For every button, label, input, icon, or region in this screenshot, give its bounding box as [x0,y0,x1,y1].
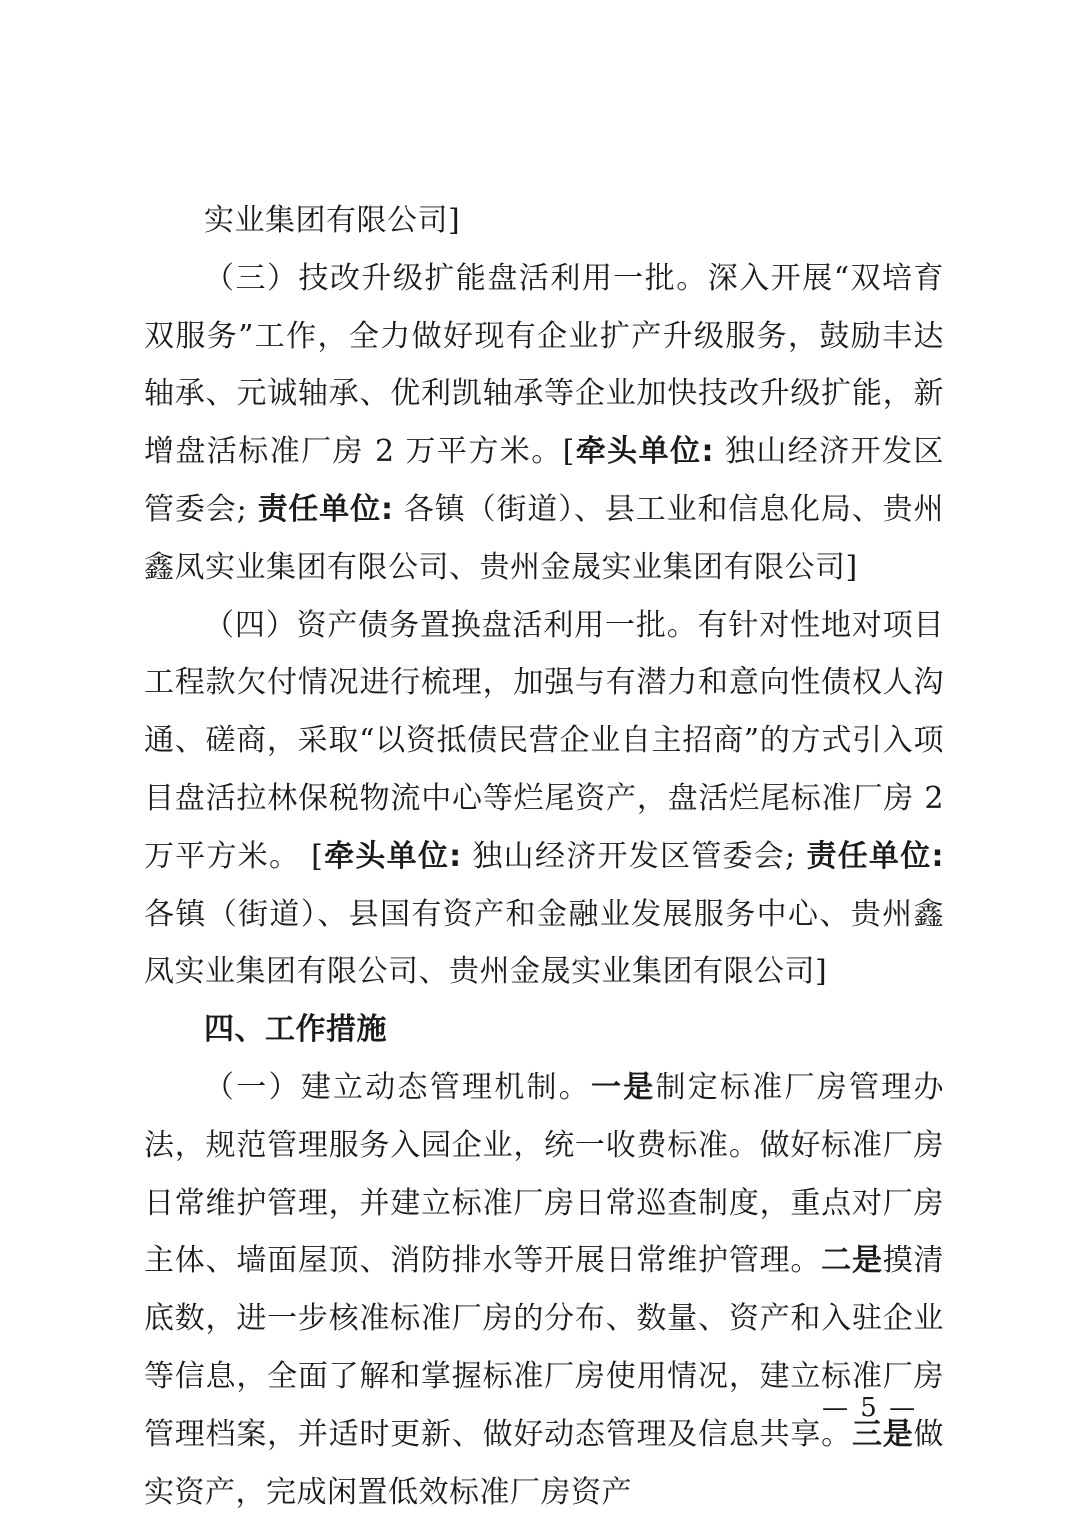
text-run: （三）技改升级扩能盘活利用一批。深入开展“双培育双服务”工作，全力做好现有企业扩产升级服务，鼓励丰达轴承、元诚轴承、优利凯轴承等企业加快技改升级扩能，新增盘活标准厂房 2 万平方米。[ [144,260,944,470]
page-number: — 5 — [822,1393,918,1423]
text-run: 各镇（街道）、县工业和信息化局、贵州鑫凤实业集团有限公司、贵州金晟实业集团有限公司] [144,491,944,585]
section-heading: 四、工作措施 [204,1012,387,1048]
document-body [144,192,944,1521]
text-run: 做实资产，完成闲置低效标准厂房资产 [144,1416,945,1510]
text-run: （四）资产债务置换盘活利用一批。有针对性地对项目工程款欠付情况进行梳理，加强与有潜力和意向性债权人沟通、磋商，采取“以资抵债民营企业自主招商”的方式引入项目盘活拉林保税物流中心等烂尾资产，盘活烂尾标准厂房 2 万平方米。 [ [144,607,944,874]
text-run: 独山经济开发区管委会; [461,838,807,874]
bold-phrase: 牵头单位: [323,838,462,874]
paragraph-section-3 [144,250,944,597]
text-run: 各镇（街道）、县国有资产和金融业发展服务中心、贵州鑫凤实业集团有限公司、贵州金晟实业集团有限公司] [144,896,944,990]
bold-phrase: 牵头单位: [574,434,714,470]
bold-phrase: 三是 [851,1416,914,1452]
text-run: 摸清底数，进一步核准标准厂房的分布、数量、资产和入驻企业等信息，全面了解和掌握标准厂房使用情况，建立标准厂房管理档案，并适时更新、做好动态管理及信息共享。 [144,1243,945,1452]
text-run: 制定标准厂房管理办法，规范管理服务入园企业，统一收费标准。做好标准厂房日常维护管理，并建立标准厂房日常巡查制度，重点对厂房主体、墙面屋顶、消防排水等开展日常维护管理。 [144,1069,944,1279]
paragraph-continuation [144,192,944,250]
bold-phrase: 责任单位: [257,491,394,527]
bold-phrase: 二是 [821,1243,883,1279]
bold-phrase: 责任单位: [806,838,944,874]
text-run: 独山经济开发区管委会; [144,434,944,527]
bold-phrase: 一是 [591,1069,656,1105]
text-run: 实业集团有限公司] [204,203,461,238]
text-run: （一）建立动态管理机制。 [204,1069,591,1105]
paragraph-section-4 [144,597,944,1002]
paragraph-measure-1 [144,1059,944,1521]
